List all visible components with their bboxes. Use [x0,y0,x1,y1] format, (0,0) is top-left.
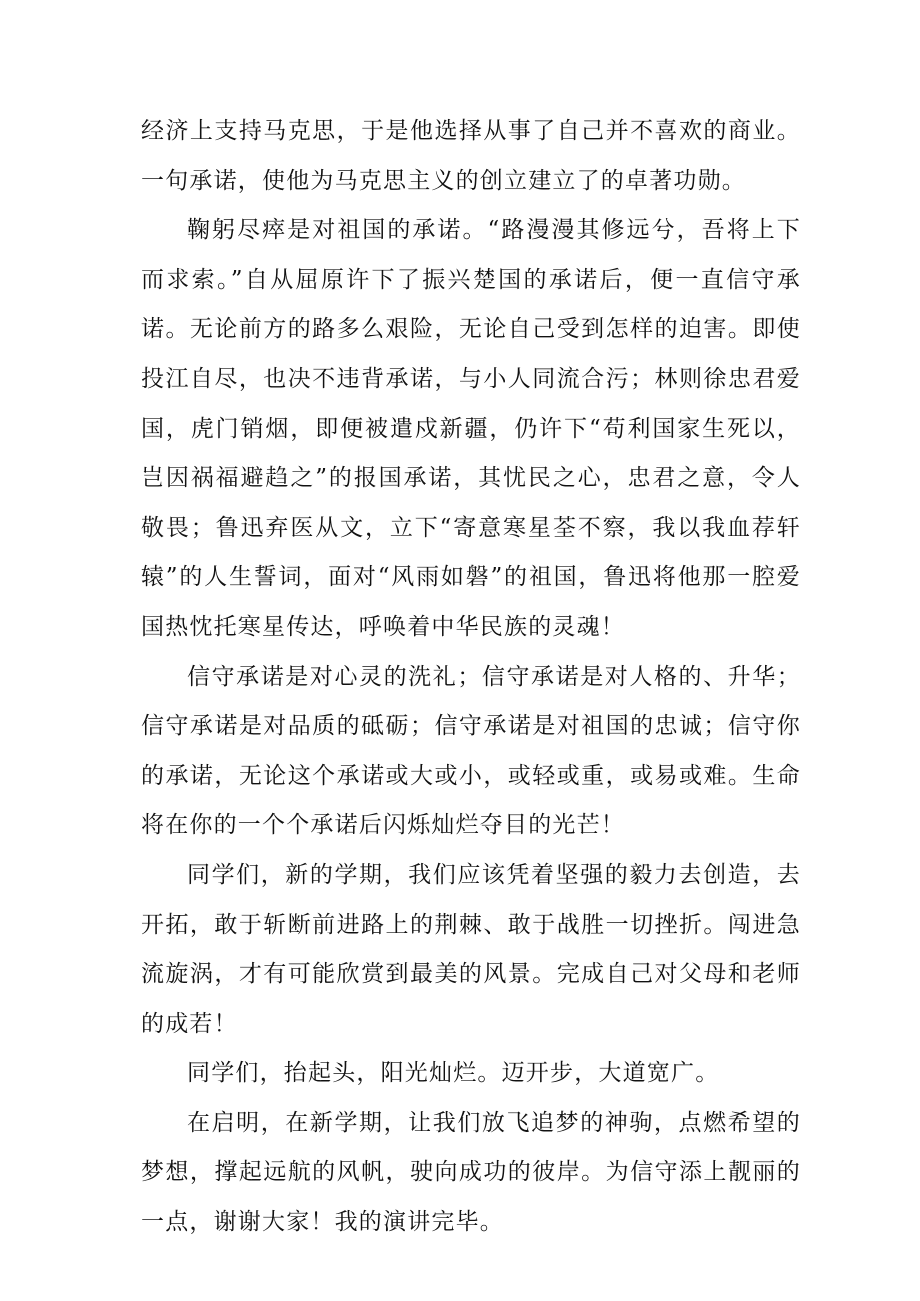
paragraph-6: 在启明，在新学期，让我们放飞追梦的神驹，点燃希望的梦想，撑起远航的风帆，驶向成功的彼岸。为信守添上靓丽的一点，谢谢大家！我的演讲完毕。 [141,1109,801,1236]
paragraph-2: 鞠躬尽瘁是对祖国的承诺。“路漫漫其修远兮，吾将上下而求索。”自从屈原许下了振兴楚国的承诺后，便一直信守承诺。无论前方的路多么艰险，无论自己受到怎样的迫害。即使投江自尽，也决不违背承诺，与小人同流合污；林则徐忠君爱国，虎门销烟，即便被遣戍新疆，仍许下“苟利国家生死以，岂因祸福避趋之”的报国承诺，其忧民之心，忠君之意，令人敬畏；鲁迅弃医从文，立下“寄意寒星荃不察，我以我血荐轩辕”的人生誓词，面对“风雨如磐”的祖国，鲁迅将他那一腔爱国热忱托寒星传达，呼唤着中华民族的灵魂！ [141,217,801,640]
document-body [141,107,801,1248]
paragraph-5: 同学们，抬起头，阳光灿烂。迈开步，大道宽广。 [187,1060,720,1087]
paragraph-4: 同学们，新的学期，我们应该凭着坚强的毅力去创造，去开拓，敢于斩断前进路上的荆棘、敢于战胜一切挫折。闯进急流旋涡，才有可能欣赏到最美的风景。完成自己对父母和老师的成若！ [141,861,801,1037]
paragraph-3: 信守承诺是对心灵的洗礼；信守承诺是对人格的、升华；信守承诺是对品质的砥砺；信守承诺是对祖国的忠诚；信守你的承诺，无论这个承诺或大或小，或轻或重，或易或难。生命将在你的一个个承诺后闪烁灿烂夺目的光芒！ [141,663,801,839]
paragraph-1: 经济上支持马克思，于是他选择从事了自己并不喜欢的商业。一句承诺，使他为马克思主义的创立建立了的卓著功勋。 [141,118,801,194]
